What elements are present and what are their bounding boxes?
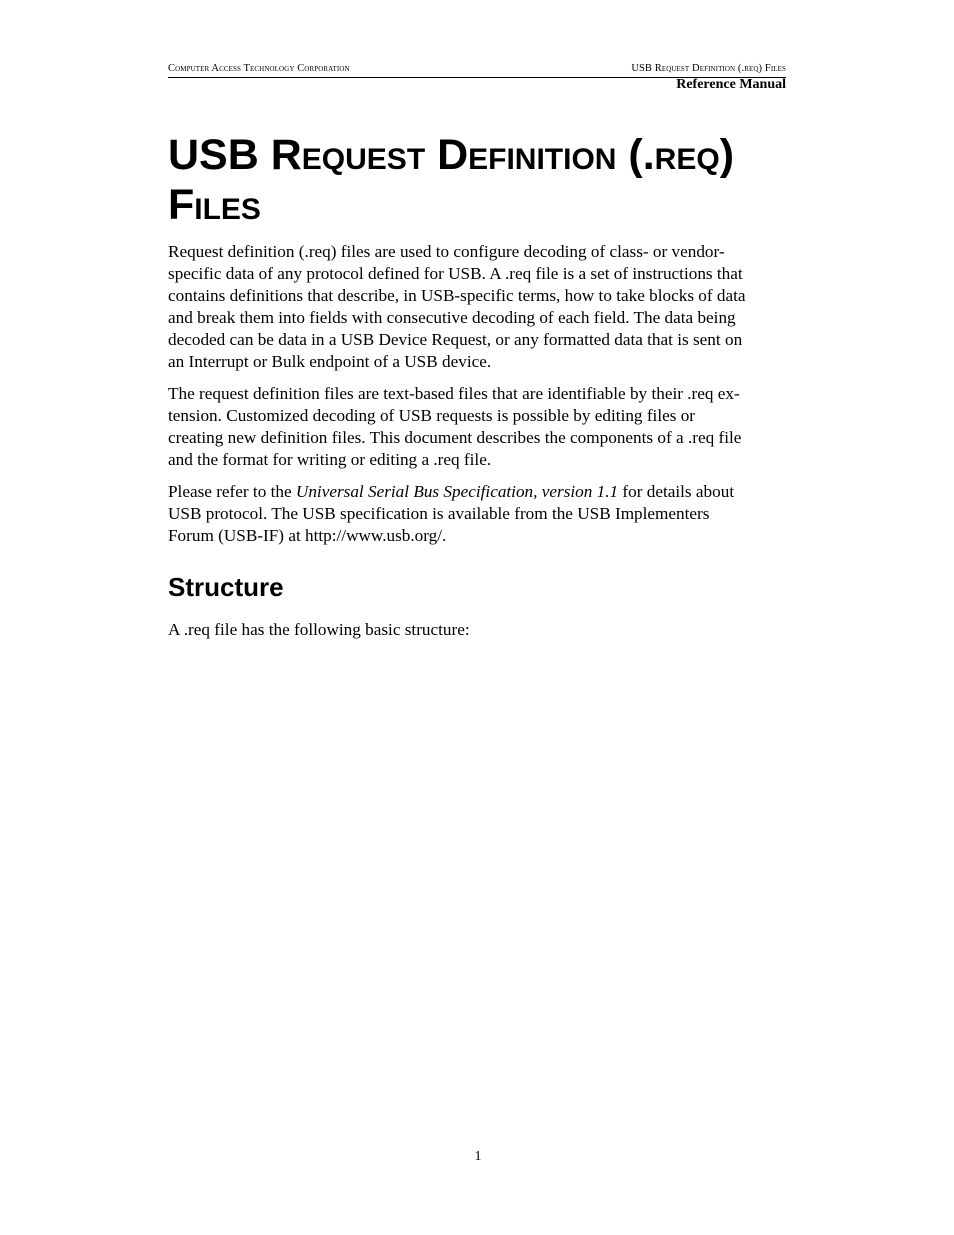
paragraph-line: decoded can be data in a USB Device Request, or any formatted data that is sent on (168, 330, 743, 349)
page-title-line-1: USB Request Definition (.req) (168, 131, 735, 179)
paragraph-line: specific data of any protocol defined for USB. A .req file is a set of instructions that (168, 264, 743, 283)
reference-text-prefix: Please refer to the (168, 482, 296, 501)
spec-title: Universal Serial Bus Specification, version 1.1 (295, 482, 619, 501)
paragraph-line: tension. Customized decoding of USB requests is possible by editing files or (168, 406, 696, 425)
section-heading-structure: Structure (168, 572, 284, 602)
running-header (168, 62, 786, 76)
file-format-paragraph (168, 383, 788, 471)
paragraph-line: contains definitions that describe, in USB-specific terms, how to take blocks of data (168, 286, 746, 305)
reference-paragraph (168, 481, 788, 547)
page-number: 1 (474, 1149, 482, 1164)
paragraph-line: Forum (USB-IF) at http://www.usb.org/. (168, 526, 447, 545)
paragraph-line: an Interrupt or Bulk endpoint of a USB device. (168, 352, 492, 371)
paragraph-line: The request definition files are text-based files that are identifiable by their .req ex- (168, 384, 740, 403)
paragraph-line: and the format for writing or editing a .req file. (168, 450, 492, 469)
page-title-line-2: Files (168, 181, 261, 229)
header-company-name: Computer Access Technology Corporation (168, 63, 350, 74)
reference-text-suffix: for details about (618, 482, 735, 501)
paragraph-line (168, 481, 788, 503)
paragraph-line: creating new definition files. This document describes the components of a .req file (168, 428, 742, 447)
structure-intro: A .req file has the following basic structure: (168, 620, 470, 639)
header-manual-name: Reference Manual (676, 77, 786, 92)
paragraph-line: Request definition (.req) files are used to configure decoding of class- or vendor- (168, 242, 725, 261)
paragraph-line: and break them into fields with consecutive decoding of each field. The data being (168, 308, 736, 327)
page-title (168, 130, 808, 230)
document-page (168, 0, 786, 1235)
paragraph-line: USB protocol. The USB specification is available from the USB Implementers (168, 504, 710, 523)
intro-paragraph (168, 241, 788, 373)
header-chapter-title: USB Request Definition (.req) Files (631, 63, 786, 74)
